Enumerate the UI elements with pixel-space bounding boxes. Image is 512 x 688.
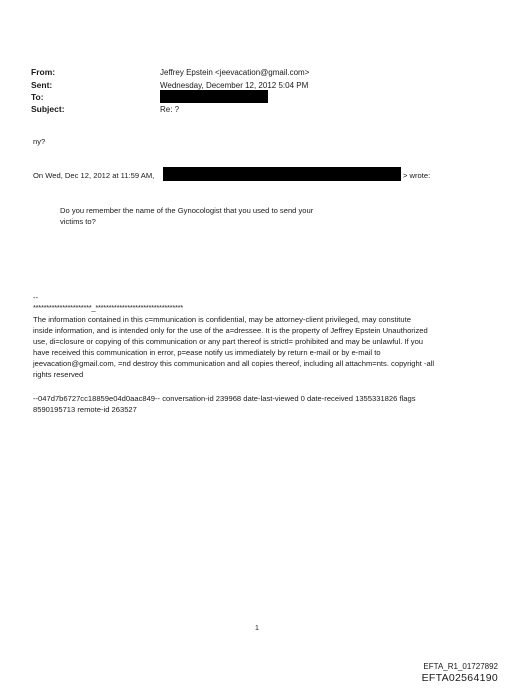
disclaimer-line: use, di=closure or copying of this communication or any part thereof is strictl= prohibited and may be unlawful. If you xyxy=(33,337,424,346)
quote-suffix: > wrote: xyxy=(403,171,431,180)
from-value: Jeffrey Epstein <jeevacation@gmail.com> xyxy=(160,68,310,77)
meta-line: --047d7b6727cc18859e04d0aac849-- conversation-id 239968 date-last-viewed 0 date-received 1355331826 flags xyxy=(33,394,416,403)
bates-number-1: EFTA_R1_01727892 xyxy=(423,662,498,671)
sent-value: Wednesday, December 12, 2012 5:04 PM xyxy=(160,81,309,90)
disclaimer-line: inside information, and is intended only for the use of the a=dressee. It is the property of Jeffrey Epstein Unauthorized xyxy=(33,326,428,335)
page-number: 1 xyxy=(255,625,259,632)
to-label: To: xyxy=(31,92,44,102)
disclaimer-line: rights reserved xyxy=(33,370,84,379)
disclaimer-line: jeevacation@gmail.com, =nd destroy this communication and all copies thereof, including all attachm=nts. copyright -all xyxy=(33,359,435,368)
separator-dash: -- xyxy=(33,293,39,302)
to-redaction xyxy=(160,90,268,103)
quoted-line-2: victims to? xyxy=(60,217,96,226)
separator-stars: **********************_********************************* xyxy=(33,303,183,312)
bates-number-2: EFTA02564190 xyxy=(421,672,498,684)
subject-label: Subject: xyxy=(31,104,65,114)
reply-text: ny? xyxy=(33,137,46,146)
quoted-line-1: Do you remember the name of the Gynocologist that you used to send your xyxy=(60,206,314,215)
subject-value: Re: ? xyxy=(160,105,180,114)
quote-redaction xyxy=(163,167,401,181)
disclaimer-line: have received this communication in error, p=ease notify us immediately by return e-mail or by e-mail to xyxy=(33,348,381,357)
sent-label: Sent: xyxy=(31,80,53,90)
from-label: From: xyxy=(31,67,56,77)
meta-line: 8590195713 remote-id 263527 xyxy=(33,405,137,414)
quote-intro: On Wed, Dec 12, 2012 at 11:59 AM, xyxy=(33,171,155,180)
disclaimer-line: The information contained in this c=mmunication is confidential, may be attorney-client privileged, may constitute xyxy=(33,315,411,324)
